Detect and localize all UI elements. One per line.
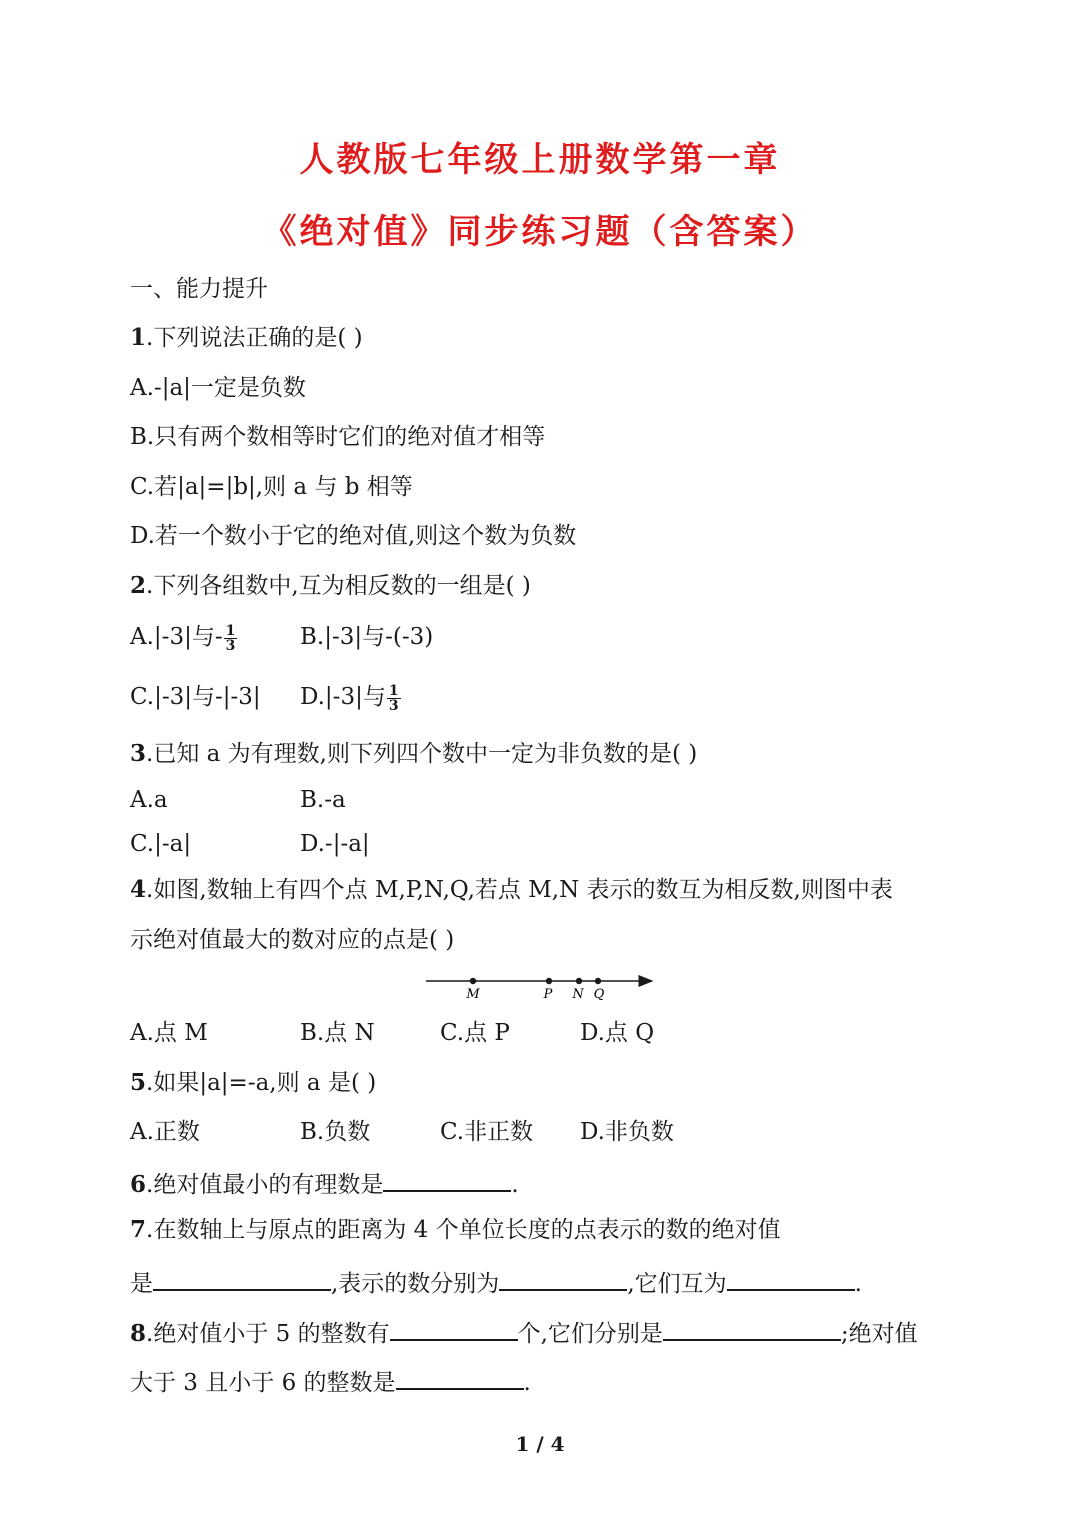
- answer-blank[interactable]: [383, 1166, 511, 1192]
- fraction: [387, 684, 401, 713]
- question-number: 4: [130, 876, 147, 903]
- numerator: 1: [225, 622, 236, 639]
- question-number: 7: [130, 1216, 147, 1243]
- q3-option-b: B.-a: [300, 787, 346, 813]
- q4-option-d: D.点 Q: [580, 1020, 655, 1046]
- question-stem: .绝对值小于 5 的整数有: [146, 1321, 390, 1347]
- question-stem: .绝对值最小的有理数是: [146, 1172, 384, 1198]
- question-7: [130, 1215, 781, 1245]
- question-number: 8: [130, 1320, 147, 1347]
- question-2: [130, 571, 531, 601]
- question-5: [130, 1068, 376, 1098]
- question-6: [130, 1166, 519, 1200]
- denominator: 3: [388, 697, 399, 714]
- question-7-cont: [130, 1265, 862, 1299]
- question-3: [130, 739, 697, 769]
- question-number: 3: [130, 740, 147, 767]
- text: ,表示的数分别为: [331, 1271, 500, 1297]
- page-number: 1 / 4: [515, 1432, 565, 1456]
- q4-option-a: A.点 M: [130, 1020, 208, 1046]
- point-p-dot: [546, 978, 552, 984]
- answer-blank[interactable]: [663, 1315, 841, 1341]
- q2-option-a: [130, 622, 237, 653]
- question-stem: .在数轴上与原点的距离为 4 个单位长度的点表示的数的绝对值: [146, 1217, 781, 1243]
- q3-option-d: D.-|-a|: [300, 831, 370, 857]
- question-number: 6: [130, 1171, 147, 1198]
- point-q-dot: [595, 978, 601, 984]
- text: ,它们互为: [627, 1271, 727, 1297]
- text: 大于 3 且小于 6 的整数是: [130, 1370, 396, 1396]
- question-stem: .如图,数轴上有四个点 M,P,N,Q,若点 M,N 表示的数互为相反数,则图中表: [146, 877, 893, 903]
- question-stem: .已知 a 为有理数,则下列四个数中一定为非负数的是( ): [146, 741, 698, 767]
- point-n-dot: [576, 978, 582, 984]
- question-stem: .下列说法正确的是( ): [146, 325, 363, 351]
- point-m-label: M: [466, 987, 480, 1002]
- q2-option-c: C.|-3|与-|-3|: [130, 684, 261, 710]
- point-m-dot: [470, 978, 476, 984]
- q5-option-b: B.负数: [300, 1119, 371, 1145]
- q1-option-a: A.-|a|一定是负数: [130, 375, 306, 401]
- q3-option-c: C.|-a|: [130, 831, 192, 857]
- period: .: [523, 1370, 531, 1396]
- period: .: [854, 1271, 862, 1297]
- question-number: 1: [130, 324, 147, 351]
- number-line-figure: [420, 968, 660, 1004]
- numerator: 1: [388, 682, 399, 699]
- q1-option-b: B.只有两个数相等时它们的绝对值才相等: [130, 424, 546, 450]
- q4-option-c: C.点 P: [440, 1020, 510, 1046]
- question-8-cont: [130, 1364, 531, 1398]
- option-text: D.|-3|与: [300, 684, 386, 710]
- question-number: 2: [130, 572, 147, 599]
- question-stem: .如果|a|=-a,则 a 是( ): [146, 1070, 377, 1096]
- answer-blank[interactable]: [390, 1315, 518, 1341]
- point-p-label: P: [543, 987, 553, 1002]
- question-8: [130, 1315, 918, 1349]
- answer-blank[interactable]: [153, 1265, 331, 1291]
- question-4: [130, 875, 893, 905]
- section-heading: 一、能力提升: [130, 276, 268, 302]
- point-q-label: Q: [593, 987, 605, 1002]
- q2-option-d: [300, 682, 401, 713]
- q4-option-b: B.点 N: [300, 1020, 375, 1046]
- answer-blank[interactable]: [727, 1265, 855, 1291]
- question-stem: .下列各组数中,互为相反数的一组是( ): [146, 573, 531, 599]
- q1-option-d: D.若一个数小于它的绝对值,则这个数为负数: [130, 523, 577, 549]
- answer-blank[interactable]: [396, 1364, 524, 1390]
- question-1: [130, 323, 363, 353]
- q5-option-c: C.非正数: [440, 1119, 534, 1145]
- q2-option-b: B.|-3|与-(-3): [300, 624, 434, 650]
- text: 是: [130, 1271, 153, 1297]
- option-text: A.|-3|与-: [130, 624, 223, 650]
- question-4-cont: 示绝对值最大的数对应的点是( ): [130, 927, 455, 953]
- text: 个,它们分别是: [517, 1321, 663, 1347]
- title-line-2: 《绝对值》同步练习题（含答案）: [262, 212, 818, 252]
- fraction: [224, 624, 238, 653]
- period: .: [511, 1172, 519, 1198]
- q5-option-d: D.非负数: [580, 1119, 674, 1145]
- point-n-label: N: [572, 987, 584, 1002]
- q3-option-a: A.a: [130, 787, 168, 813]
- q1-option-c: C.若|a|=|b|,则 a 与 b 相等: [130, 474, 413, 500]
- text: ;绝对值: [840, 1321, 918, 1347]
- question-number: 5: [130, 1069, 147, 1096]
- denominator: 3: [225, 637, 236, 654]
- title-line-1: 人教版七年级上册数学第一章: [299, 140, 781, 180]
- answer-blank[interactable]: [499, 1265, 627, 1291]
- q5-option-a: A.正数: [130, 1119, 200, 1145]
